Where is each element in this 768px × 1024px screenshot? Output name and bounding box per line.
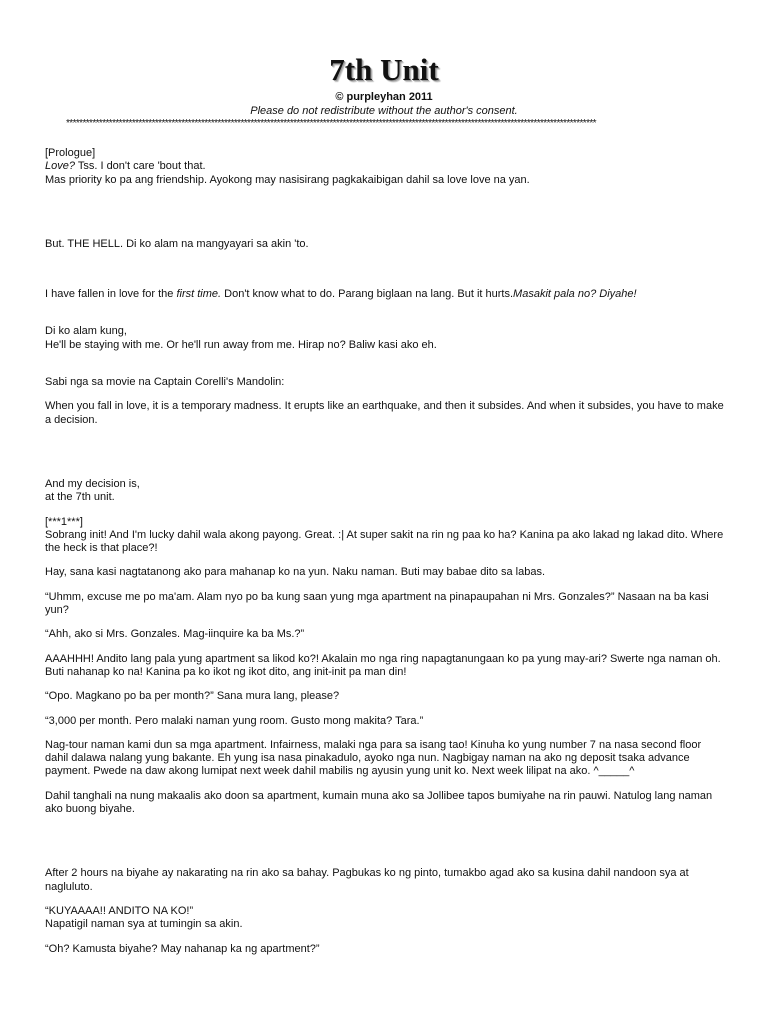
redistribution-notice: Please do not redistribute without the author's consent. [250,105,518,117]
prologue-line-2: Mas priority ko pa ang friendship. Ayokong may nasisirang pagkakaibigan dahil sa love love na yan. [45,173,530,186]
paragraph-hay: Hay, sana kasi nagtatanong ako para mahanap ko na yun. Naku naman. Buti may babae dito sa labas. [45,566,546,579]
paragraph-kuya: “KUYAAAA!! ANDITO NA KO!” Napatigil naman sya at tumingin sa akin. [45,904,243,931]
paragraph-di-ko-alam: Di ko alam kung, He'll be staying with me. Or he'll run away from me. Hirap no? Baliw kasi ako eh. [45,325,437,351]
copyright-line: © purpleyhan 2011 [335,91,433,103]
paragraph-tanghali: Dahil tanghali na nung makaalis ako doon sa apartment, kumain muna ako sa Jollibee tapos bumiyahe na rin pauwi. Natulog lang naman ako buong biyahe. [45,789,713,816]
document-title: 7th Unit [329,52,439,87]
paragraph-oh: “Oh? Kamusta biyahe? May nahanap ka ng apartment?” [45,942,320,955]
paragraph-uhmm: “Uhmm, excuse me po ma'am. Alam nyo po ba kung saan yung mga apartment na pinapaupahan ni Mrs. Gonzales?” Nasaan na ba kasi yun? [45,590,709,617]
story-body [45,147,725,967]
paragraph-aaahhh: AAAHHH! Andito lang pala yung apartment sa likod ko?! Akalain mo nga ring napagtanungaan ko pa yung may-ari? Swerte nga naman oh. Buti nahanap ko na! Kanina pa ko ikot ng ikot dito, ang init-init pa man din! [45,652,721,678]
chapter-1-opening: [***1***] Sobrang init! And I'm lucky dahil wala akong payong. Great. :| At super sakit na rin ng paa ko ha? Kanina pa ako lakad ng lakad dito. Where the heck is that place?! [45,515,724,555]
chapter-marker: [***1***] [45,515,83,528]
paragraph-the-hell: But. THE HELL. Di ko alam na mangyayari sa akin 'to. [45,237,309,250]
prologue-line-1: Love? Tss. I don't care 'bout that. [45,160,206,173]
paragraph-3000: “3,000 per month. Pero malaki naman yung room. Gusto mong makita? Tara.” [45,714,424,727]
prologue-paragraph [45,147,725,187]
paragraph-movie: Sabi nga sa movie na Captain Corelli's Mandolin: [45,376,285,389]
paragraph-after: After 2 hours na biyahe ay nakarating na rin ako sa bahay. Pagbukas ko ng pinto, tumakbo agad ako sa kusina dahil nandoon sya at nagluluto. [45,867,689,893]
paragraph-fallen-in-love: I have fallen in love for the first time. Don't know what to do. Parang biglaan na lang. But it hurts.Masakit pala no? Diyahe! [45,288,637,301]
paragraph-decision: And my decision is, at the 7th unit. [45,477,140,504]
paragraph-quote: When you fall in love, it is a temporary madness. It erupts like an earthquake, and then it subsides. And when it subsides, you have to make a decision. [45,400,724,426]
paragraph-opo: “Opo. Magkano po ba per month?” Sana mura lang, please? [45,690,340,703]
paragraph-ahh: “Ahh, ako si Mrs. Gonzales. Mag-iinquire ka ba Ms.?” [45,628,305,641]
asterisk-divider: ***************************************************************************************************************************************************************** [66,118,596,129]
paragraph-tour: Nag-tour naman kami dun sa mga apartment. Infairness, malaki nga para sa isang tao! Kinuha ko yung number 7 na nasa second floor dahil dalawa nalang yung bakante. Eh yung isa nasa pinakadulo, ayoko nga nun. Nagbigay naman na ako ng deposit tsaka advance payment. Pwede na daw akong lumipat next week dahil mabilis ng ayusin yung unit ko. Next week lilipat na ako. ^_____^ [45,738,702,778]
prologue-label: [Prologue] [45,147,96,159]
